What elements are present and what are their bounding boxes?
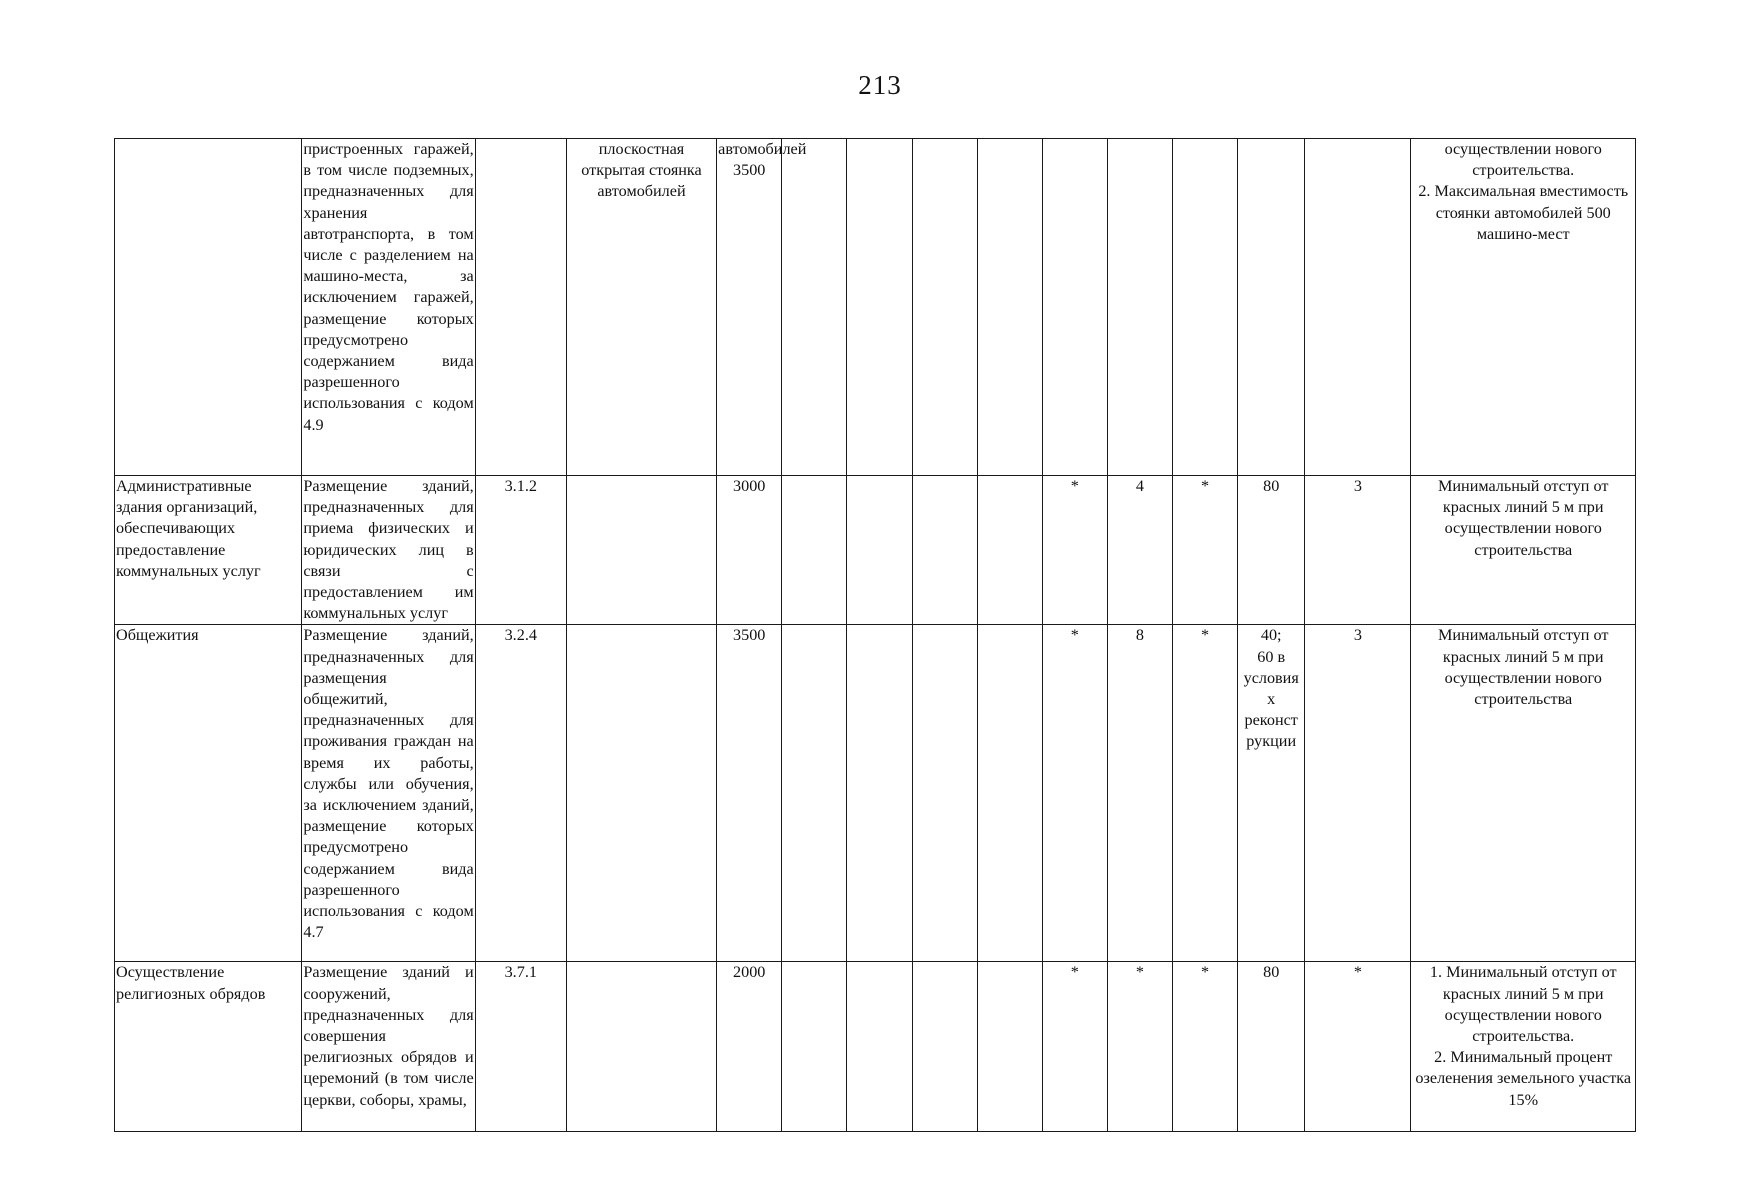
- param-cell: *: [1042, 962, 1107, 1132]
- parking-type-cell: [566, 962, 716, 1132]
- param-cell: 80: [1238, 476, 1305, 625]
- param-cell: [977, 476, 1042, 625]
- permitted-use-name: [115, 139, 302, 476]
- restrictions-note: Минимальный отступ от красных линий 5 м при осуществлении нового строительства: [1411, 476, 1636, 625]
- table-row: [115, 962, 1636, 1132]
- permitted-use-code: [475, 139, 566, 476]
- param-cell: *: [1305, 962, 1411, 1132]
- param-cell: [912, 962, 977, 1132]
- param-cell: *: [1173, 625, 1238, 962]
- param-cell: *: [1042, 625, 1107, 962]
- param-cell: [847, 625, 912, 962]
- param-cell: [977, 625, 1042, 962]
- param-cell: [912, 625, 977, 962]
- table-row: [115, 625, 1636, 962]
- param-cell: *: [1173, 962, 1238, 1132]
- param-cell: 8: [1107, 625, 1172, 962]
- permitted-use-name: Административные здания организаций, обеспечивающих предоставление коммунальных услуг: [115, 476, 302, 625]
- param-cell: [1107, 139, 1172, 476]
- param-cell: [847, 962, 912, 1132]
- plot-area-cell: 3500: [717, 625, 782, 962]
- param-cell: 3: [1305, 476, 1411, 625]
- param-cell: [847, 476, 912, 625]
- permitted-use-name: Осуществление религиозных обрядов: [115, 962, 302, 1132]
- restrictions-note: Минимальный отступ от красных линий 5 м при осуществлении нового строительства: [1411, 625, 1636, 962]
- permitted-use-name: Общежития: [115, 625, 302, 962]
- param-cell: 80: [1238, 962, 1305, 1132]
- permitted-use-code: 3.1.2: [475, 476, 566, 625]
- permitted-use-description: Размещение зданий, предназначенных для размещения общежитий, предназначенных для проживания граждан на время их работы, службы или обучения, за исключением зданий, размещение которых предусмотрено содержанием вида разрешенного использования с кодом 4.7: [302, 625, 475, 962]
- param-cell: 4: [1107, 476, 1172, 625]
- parking-type-cell: плоскостная открытая стоянка автомобилей: [566, 139, 716, 476]
- param-cell: [847, 139, 912, 476]
- param-cell: [1238, 139, 1305, 476]
- param-cell: [782, 962, 847, 1132]
- param-cell: 40; 60 в условия х реконст рукции: [1238, 625, 1305, 962]
- permitted-use-description: Размещение зданий, предназначенных для приема физических и юридических лиц в связи с предоставлением им коммунальных услуг: [302, 476, 475, 625]
- parking-type-cell: [566, 625, 716, 962]
- restrictions-note: осуществлении нового строительства. 2. Максимальная вместимость стоянки автомобилей 500 машино-мест: [1411, 139, 1636, 476]
- permitted-use-description: пристроенных гаражей, в том числе подземных, предназначенных для хранения автотранспорта, в том числе с разделением на машино-места, за исключением гаражей, размещение которых предусмотрено содержанием вида разрешенного использования с кодом 4.9: [302, 139, 475, 476]
- page-number: 213: [858, 70, 902, 100]
- plot-area-cell: 2000: [717, 962, 782, 1132]
- param-cell: *: [1042, 476, 1107, 625]
- param-cell: [1042, 139, 1107, 476]
- permitted-use-code: 3.7.1: [475, 962, 566, 1132]
- param-cell: [977, 962, 1042, 1132]
- parking-type-cell: [566, 476, 716, 625]
- param-cell: [782, 476, 847, 625]
- param-cell: [1173, 139, 1238, 476]
- param-cell: *: [1107, 962, 1172, 1132]
- table-row: [115, 139, 1636, 476]
- param-cell: [912, 139, 977, 476]
- param-cell: [782, 139, 847, 476]
- restrictions-note: 1. Минимальный отступ от красных линий 5 м при осуществлении нового строительства. 2. Минимальный процент озеленения земельного участка 15%: [1411, 962, 1636, 1132]
- zoning-regulations-table: [114, 138, 1636, 1132]
- plot-area-cell: 3000: [717, 476, 782, 625]
- param-cell: [912, 476, 977, 625]
- param-cell: [977, 139, 1042, 476]
- param-cell: 3: [1305, 625, 1411, 962]
- param-cell: *: [1173, 476, 1238, 625]
- param-cell: [782, 625, 847, 962]
- permitted-use-code: 3.2.4: [475, 625, 566, 962]
- table-row: [115, 476, 1636, 625]
- permitted-use-description: Размещение зданий и сооружений, предназначенных для совершения религиозных обрядов и церемоний (в том числе церкви, соборы, храмы,: [302, 962, 475, 1132]
- param-cell: [1305, 139, 1411, 476]
- plot-area-cell: автомобилей 3500: [717, 139, 782, 476]
